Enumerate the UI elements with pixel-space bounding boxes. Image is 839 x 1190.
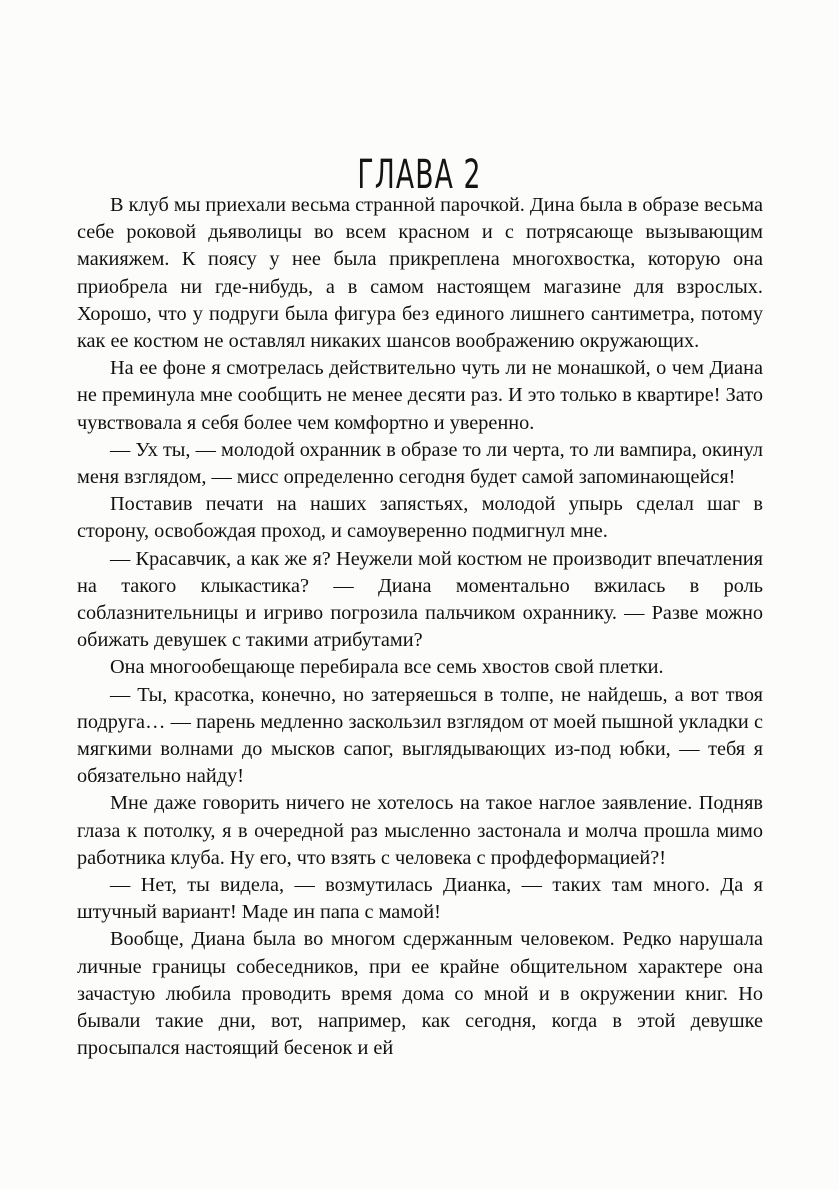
body-paragraph: Поставив печати на наших запястьях, молодой упырь сделал шаг в сторону, освобождая проход, и самоуверенно подмигнул мне. [77,493,763,543]
chapter-heading: ГЛАВА 2 [357,151,482,198]
body-paragraph: На ее фоне я смотрелась действительно чуть ли не монашкой, о чем Диана не преминула мне сообщить не менее десяти раз. И это только в квартире! Зато чувствовала я себя более чем комфортно и уверенно. [77,357,763,434]
body-paragraph: Она многообещающе перебирала все семь хвостов свой плетки. [110,656,664,679]
body-paragraph: — Нет, ты видела, — возмутилась Дианка, — таких там много. Да я штучный вариант! Маде ин папа с мамой! [77,874,763,924]
body-text [77,192,763,1063]
body-paragraph: — Ты, красотка, конечно, но затеряешься в толпе, не найдешь, а вот твоя подруга… — парень медленно заскользил взглядом от моей пышной укладки с мягкими волнами до мысков сапог, выглядывающих из-под юбки, — тебя я обязательно найду! [77,683,763,788]
body-paragraph: Мне даже говорить ничего не хотелось на такое наглое заявление. Подняв глаза к потолку, я в очередной раз мысленно застонала и молча прошла мимо работника клуба. Ну его, что взять с человека с профдеформацией?! [77,792,763,869]
body-paragraph: В клуб мы приехали весьма странной парочкой. Дина была в образе весьма себе роковой дьяволицы во всем красном и с потрясающе вызывающим макияжем. К поясу у нее была прикреплена многохвостка, которую она приобрела ни где-нибудь, а в самом настоящем магазине для взрослых. Хорошо, что у подруги была фигура без единого лишнего сантиметра, потому как ее костюм не оставлял никаких шансов воображению окружающих. [77,194,763,353]
body-paragraph: — Красавчик, а как же я? Неужели мой костюм не производит впечатления на такого клыкастика? — Диана моментально вжилась в роль соблазнительницы и игриво погрозила пальчиком охраннику. — Разве можно обижать девушек с такими атрибутами? [77,547,763,652]
body-paragraph: — Ух ты, — молодой охранник в образе то ли черта, то ли вампира, окинул меня взглядом, — мисс определенно сегодня будет самой запоминающейся! [77,438,763,489]
body-paragraph: Вообще, Диана была во многом сдержанным человеком. Редко нарушала личные границы собеседников, при ее крайне общительном характере она зачастую любила проводить время дома со мной и в окружении книг. Но бывали такие дни, вот, например, как сегодня, когда в этой девушке просыпался настоящий бесенок и ей [77,928,763,1060]
